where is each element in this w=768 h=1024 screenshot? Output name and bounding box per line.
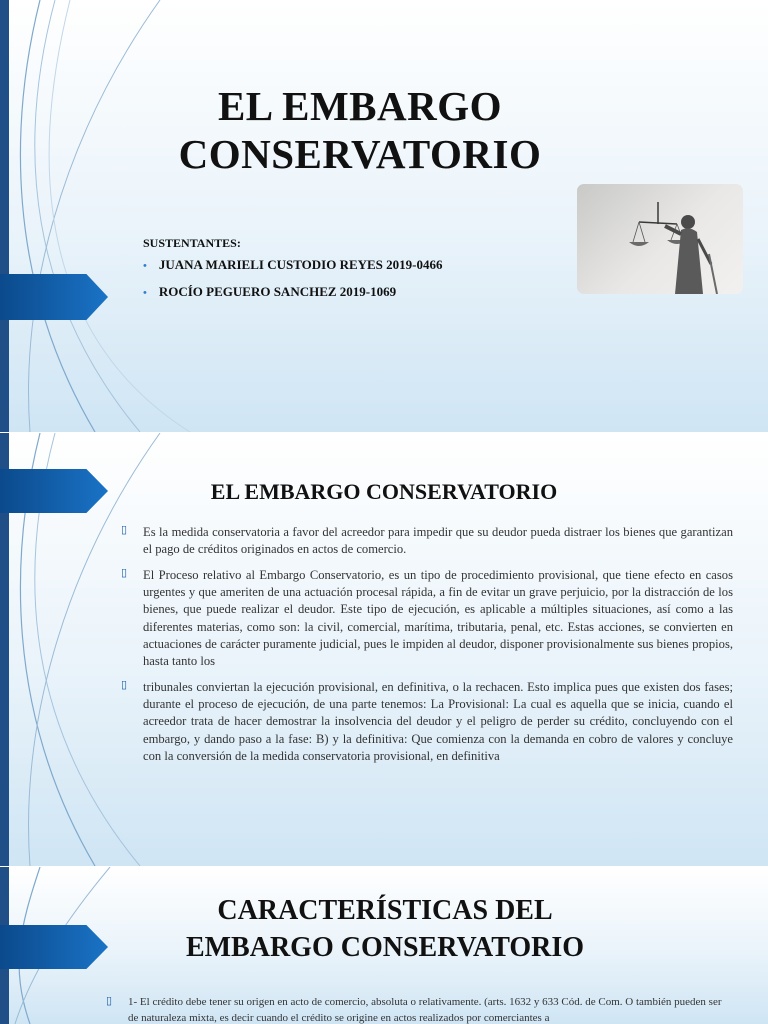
decorative-curves [0, 0, 200, 432]
bullet-icon: ▯ [121, 567, 128, 579]
paragraph: El Proceso relativo al Embargo Conservatorio, es un tipo de procedimiento provisional, que tiene efecto en casos urgentes y que ameriten de una actuación procesal rápida, a fin de evitar un grave perjuicio, por la distracción de los bienes, que puede realizar el deudor. Este tipo de ejecución, es aplicable a múltiples situaciones, así como a las diferentes materias, como son: la civil, comercial, marítima, tributaria, penal, etc. Estas acciones, se convierten en actuaciones de carácter puramente judicial, pues le impiden al deudor, disponer provisionalmente sus bienes propios, hasta tanto los [143, 568, 733, 669]
arrow-banner [0, 925, 108, 969]
left-edge-bar [0, 0, 9, 432]
bullet-icon: ▯ [121, 524, 128, 536]
paragraph: Es la medida conservatoria a favor del acreedor para impedir que su deudor pueda distraer los bienes que garantizan el pago de créditos originados en actos de comercio. [143, 525, 733, 557]
member-item: • ROCÍO PEGUERO SANCHEZ 2019-1069 [143, 284, 397, 299]
title-slide [0, 0, 768, 432]
justice-statue-image [577, 184, 743, 294]
bullet-icon: ▯ [121, 679, 128, 691]
paragraph: tribunales conviertan la ejecución provisional, en definitiva, o la rechacen. Esto implica pues que existen dos fases; durante el proceso de ejecución, de una parte tenemos: La Provisional: La cual es aquella que se inicia, cuando el acreedor trata de hacer demostrar la insolvencia del deudor y el peligro de perder su crédito, concluyendo con el embargo, y dando paso a la fase: B) y la definitiva: Que comienza con la demanda en cobro de valores y concluye con la conversión de la medida conservatoria provisional, en definitiva [143, 680, 733, 763]
sustentantes-label: SUSTENTANTES: [143, 236, 241, 250]
characteristics-slide [0, 867, 768, 1024]
slide-title: EL EMBARGO CONSERVATORIO [178, 83, 542, 177]
statue-icon [577, 184, 743, 294]
slide-title: CARACTERÍSTICAS DEL EMBARGO CONSERVATORIO [185, 895, 585, 963]
bullet-icon: • [143, 287, 147, 299]
bullet-icon: ▯ [106, 995, 113, 1007]
bullet-icon: • [143, 260, 147, 272]
definition-slide [0, 433, 768, 866]
slide-title: EL EMBARGO CONSERVATORIO [210, 479, 558, 504]
arrow-banner [0, 274, 108, 320]
characteristic-item: 1- El crédito debe tener su origen en acto de comercio, absoluta o relativamente. (arts. 1632 y 633 Cód. de Com. O también pueden ser de naturaleza mixta, es decir cuando el crédito se origine en actos realizados por comerciantes a [128, 996, 722, 1024]
member-item: • JUANA MARIELI CUSTODIO REYES 2019-0466 [143, 257, 443, 272]
member-list [143, 257, 443, 311]
